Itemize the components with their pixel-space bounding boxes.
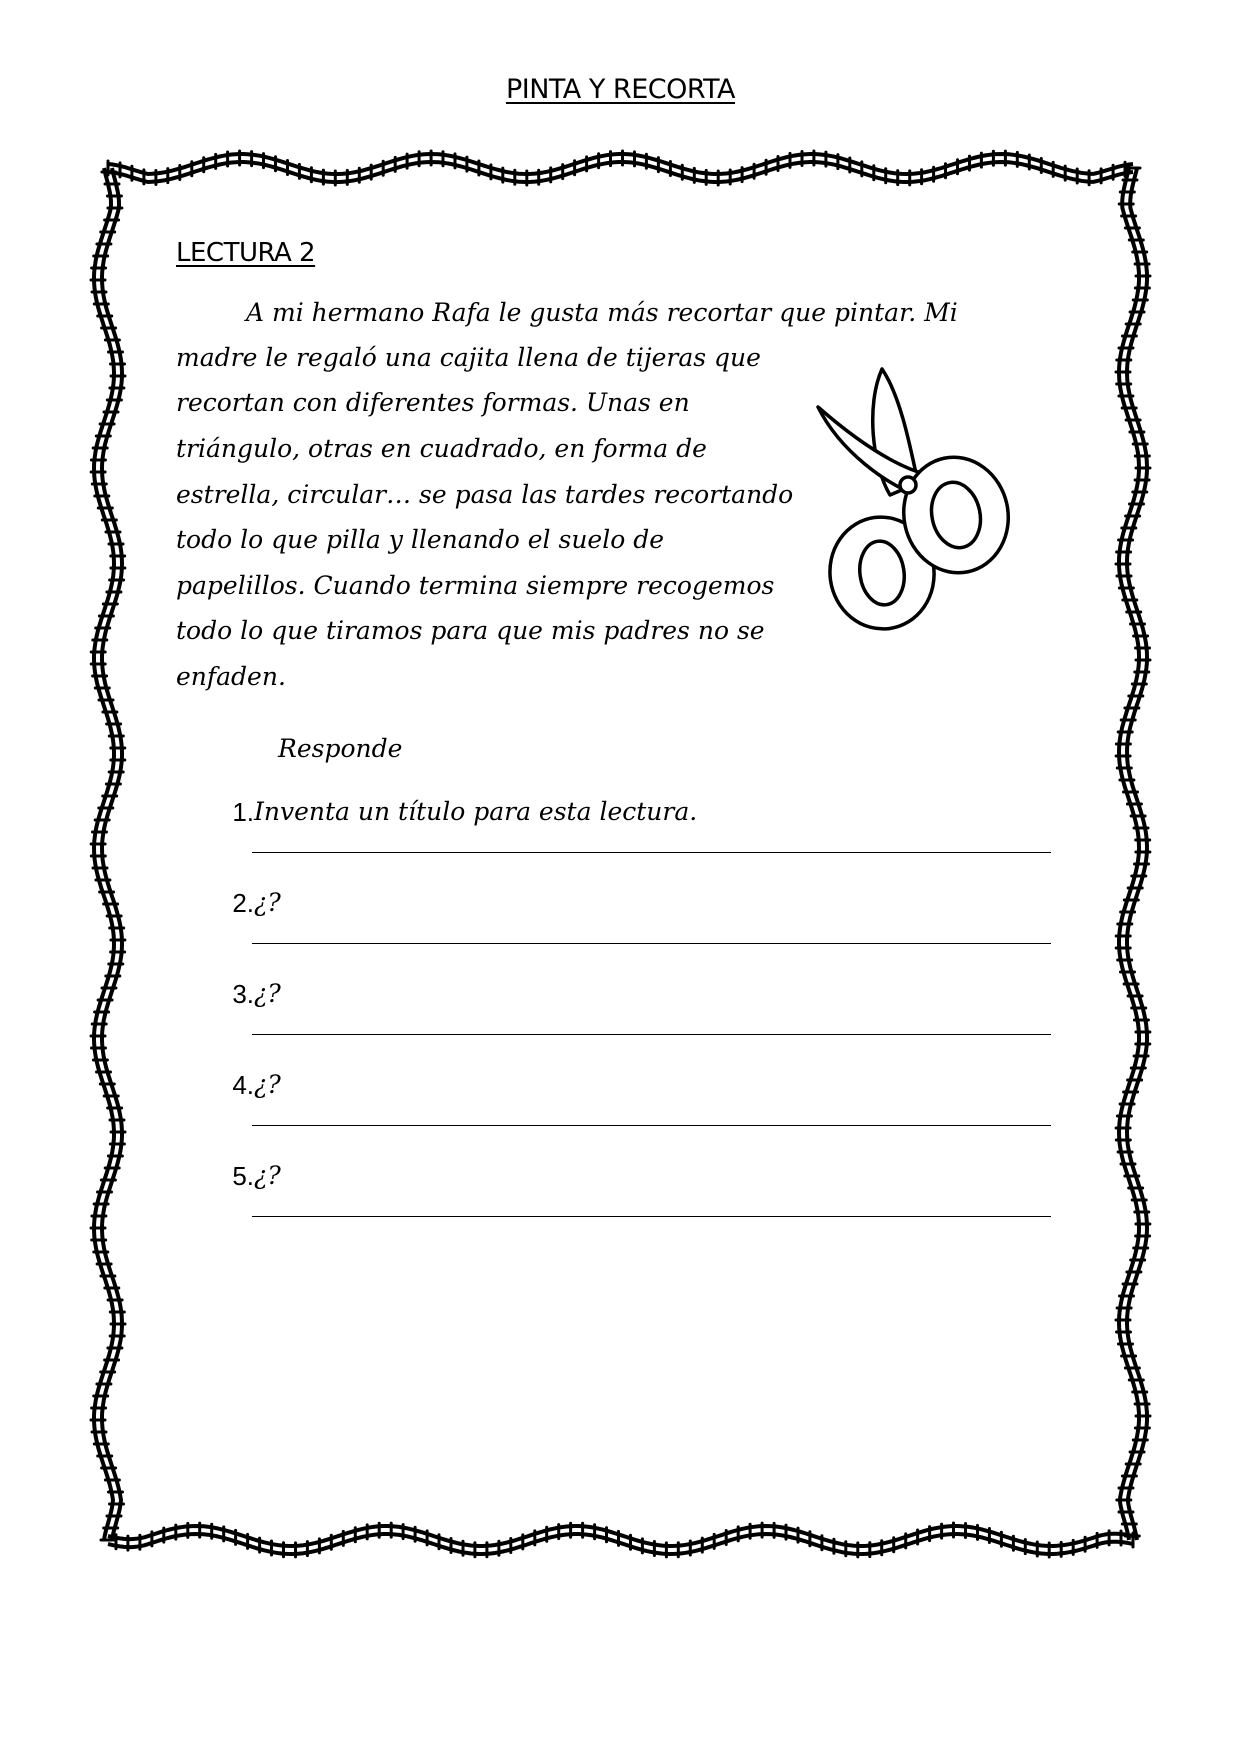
question-text: Inventa un título para esta lectura. — [254, 797, 698, 826]
question-item — [0, 1070, 1241, 1160]
answer-line[interactable] — [252, 943, 1051, 944]
question-item — [0, 797, 1241, 887]
page-title: PINTA Y RECORTA — [505, 74, 736, 105]
reading-line: madre le regaló una cajita llena de tijeras que — [176, 343, 761, 372]
respond-label: Responde — [278, 734, 403, 763]
reading-line: enfaden. — [176, 662, 286, 691]
question-item — [0, 888, 1241, 978]
question-number: 4. — [232, 1070, 254, 1100]
reading-line: todo lo que pilla y llenando el suelo de — [176, 525, 665, 554]
answer-line[interactable] — [252, 1125, 1051, 1126]
section-heading: LECTURA 2 — [176, 238, 316, 268]
answer-line[interactable] — [252, 1034, 1051, 1035]
reading-line: recortan con diferentes formas. Unas en — [176, 388, 690, 417]
answer-line[interactable] — [252, 852, 1051, 853]
reading-line: papelillos. Cuando termina siempre recogemos — [176, 571, 775, 600]
question-text: ¿? — [254, 1161, 281, 1190]
answer-line[interactable] — [252, 1216, 1051, 1217]
question-text: ¿? — [254, 888, 281, 917]
reading-line: A mi hermano Rafa le gusta más recortar que pintar. Mi — [246, 298, 958, 327]
question-number: 5. — [232, 1161, 254, 1191]
reading-line: estrella, circular… se pasa las tardes recortando — [176, 480, 794, 509]
question-item — [0, 979, 1241, 1069]
question-text: ¿? — [254, 979, 281, 1008]
reading-line: todo lo que tiramos para que mis padres no se — [176, 616, 765, 645]
question-number: 3. — [232, 979, 254, 1009]
question-text: ¿? — [254, 1070, 281, 1099]
reading-line: triángulo, otras en cuadrado, en forma de — [176, 434, 707, 463]
question-number: 1. — [232, 797, 254, 827]
question-item — [0, 1161, 1241, 1251]
border-rail — [108, 162, 1133, 182]
question-number: 2. — [232, 888, 254, 918]
scissors-icon — [810, 365, 1020, 635]
